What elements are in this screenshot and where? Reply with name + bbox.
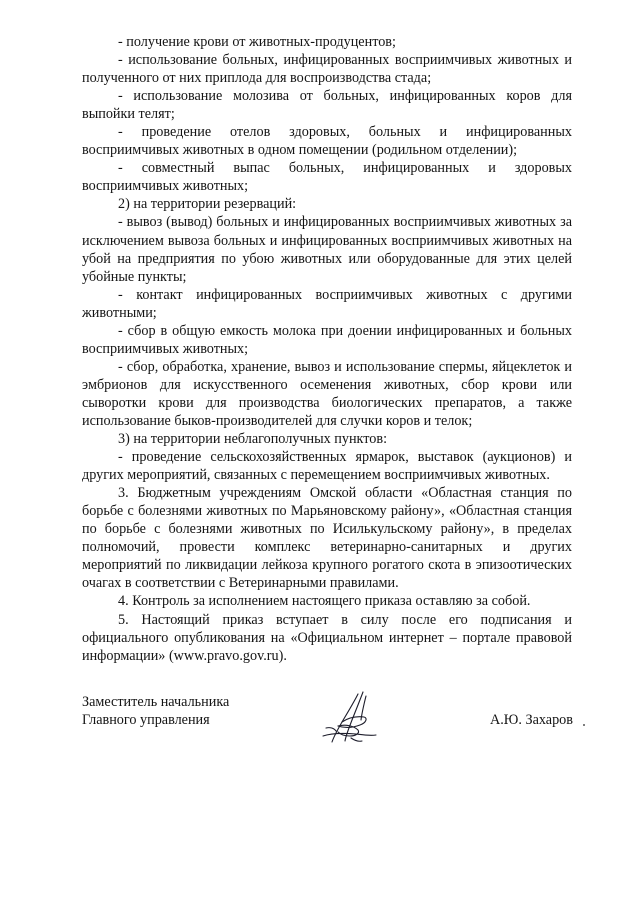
handwritten-signature [318,688,388,748]
paragraph-12: - проведение сельскохозяйственных ярмарок, выставок (аукционов) и других мероприятий, связанных с перемещением восприимчивых животных. [82,449,572,484]
speck-mark [583,724,585,726]
paragraph-14: 4. Контроль за исполнением настоящего приказа оставляю за собой. [118,593,531,610]
paragraph-7: - вывоз (вывод) больных и инфицированных восприимчивых животных за исключением вывоза больных и инфицированных восприимчивых животных на убой на предприятия по убою животных или оборудованные для этих целей убойные пункты; [82,214,572,285]
paragraph-11: 3) на территории неблагополучных пунктов: [118,431,388,448]
paragraph-5: - совместный выпас больных, инфицированных и здоровых восприимчивых животных; [82,160,572,195]
paragraph-10: - сбор, обработка, хранение, вывоз и использование спермы, яйцеклеток и эмбрионов для искусственного осеменения животных, сбор крови или сыворотки крови для производства биологических препаратов, а также использование быков-производителей для случки коров и телок; [82,358,572,429]
signatory-title-line-2: Главного управления [82,712,210,729]
paragraph-9: - сбор в общую емкость молока при доении инфицированных и больных восприимчивых животных; [82,322,572,357]
paragraph-2: - использование больных, инфицированных восприимчивых животных и полученного от них приплода для воспроизводства стада; [82,52,572,87]
paragraph-13: 3. Бюджетным учреждениям Омской области «Областная станция по борьбе с болезнями животных по Марьяновскому району», «Областная станция по борьбе с болезнями животных по Исилькульскому району», в пределах полномочий, провести комплекс ветеринарно-санитарных и других мероприятий по ликвидации лейкоза крупного рогатого скота в эпизоотических очагах в соответствии с Ветеринарными правилами. [82,485,572,592]
paragraph-8: - контакт инфицированных восприимчивых животных с другими животными; [82,286,572,321]
paragraph-15: 5. Настоящий приказ вступает в силу после его подписания и официального опубликования на «Официальном интернет – портале правовой информации» (www.pravo.gov.ru). [82,611,572,664]
signatory-title [82,693,229,729]
paragraph-6: 2) на территории резерваций: [118,196,297,213]
document-body [82,33,572,665]
paragraph-3: - использование молозива от больных, инфицированных коров для выпойки телят; [82,88,572,123]
signatory-name: А.Ю. Захаров [490,712,573,728]
paragraph-4: - проведение отелов здоровых, больных и инфицированных восприимчивых животных в одном помещении (родильном отделении); [82,124,572,159]
paragraph-1: - получение крови от животных-продуцентов; [118,34,396,50]
signatory-title-line-1: Заместитель начальника [82,694,230,710]
